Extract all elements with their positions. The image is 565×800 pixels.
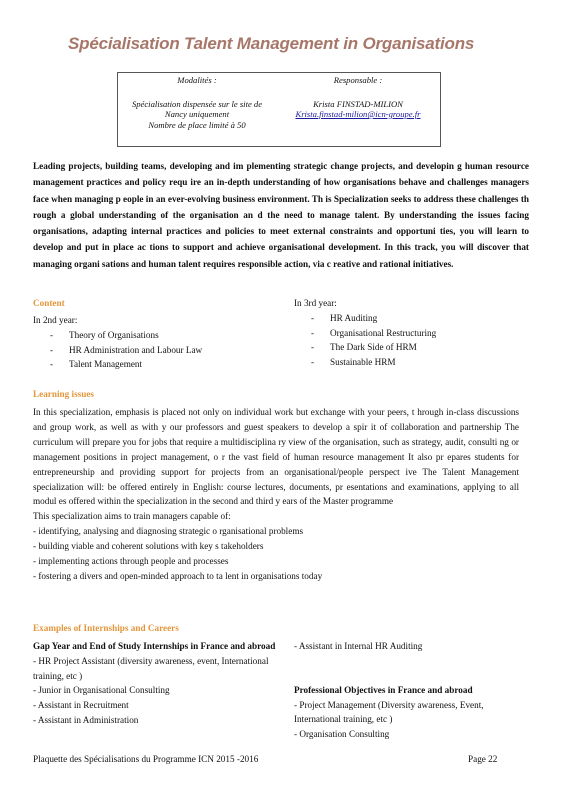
learning-heading: Learning issues bbox=[33, 389, 95, 399]
learning-section bbox=[33, 405, 519, 584]
content-heading: Content bbox=[33, 298, 65, 308]
list-item: - The Dark Side of HRM bbox=[311, 340, 524, 355]
objectives-heading: Professional Objectives in France and abroad bbox=[294, 684, 473, 695]
career-item: - Junior in Organisational Consulting bbox=[33, 685, 170, 696]
list-item: - Talent Management bbox=[50, 357, 273, 372]
career-item: - Project Management (Diversity awareness, Event, International training, etc ) bbox=[294, 699, 484, 725]
list-item: - HR Auditing bbox=[311, 311, 524, 326]
footer-text: Plaquette des Spécialisations du Programme ICN 2015 -2016 bbox=[33, 754, 259, 764]
aim-item: - implementing actions through people and processes bbox=[33, 556, 229, 567]
internships-heading: Gap Year and End of Study Internships in France and abroad bbox=[33, 641, 276, 651]
responsable-email-link[interactable]: Krista.finstad-milion@icn-groupe.fr bbox=[295, 109, 421, 119]
aims-line: This specialization aims to train managers capable of: bbox=[33, 511, 231, 522]
learning-paragraph: In this specialization, emphasis is placed not only on individual work but exchange with your peers, t hrough in-class discussions and group work, as well as with y our professors and guest speakers to develop a spir it of collaboration and partnership The curriculum will prepare you for jobs that require a multidisciplina ry view of the organisation, such as strategy, audit, consulti ng or management positions in project management, o r the vast field of human resource management It also pr epares students for entrepreneurship and providing support for projects from an organisational/people perspect ive The Talent Management specialization will: be offered entirely in English: course lectures, documents, pr esentations and examinations, applying to all modul es offered within the specialization in the second and third y ears of the Master programme bbox=[33, 407, 519, 507]
responsable-name: Krista FINSTAD-MILION bbox=[313, 98, 403, 109]
responsable-header: Responsable : bbox=[333, 75, 383, 85]
page-title: Spécialisation Talent Management in Organisations bbox=[68, 34, 475, 53]
career-item: - HR Project Assistant (diversity awareness, event, International training, etc ) bbox=[33, 655, 269, 681]
aim-item: - identifying, analysing and diagnosing strategic o rganisational problems bbox=[33, 526, 304, 537]
modalites-column bbox=[122, 75, 272, 130]
intro-paragraph: Leading projects, building teams, developing and im plementing strategic change projects, and developin g human resource management practices and policy requ ire an in-depth understanding of how organisations behave and challenges managers face when managing p eople in an ever-evolving business environment. Th is Specialization seeks to address these challenges th rough a global understanding of the organisation an d the need to manage talent. By understanding the issues facing organisations, adapting internal practices and policies to meet external constraints and opportuni ties, you will learn to develop and put in place ac tions to support and achieve organisational development. In this track, you will discover that managing organi sations and human talent requires responsible action, via c reative and rational initiatives. bbox=[33, 161, 529, 269]
aim-item: - fostering a divers and open-minded approach to ta lent in organisations today bbox=[33, 570, 323, 581]
list-item: - HR Administration and Labour Law bbox=[50, 343, 273, 358]
content-year3 bbox=[294, 296, 524, 370]
modalites-line: Spécialisation dispensée sur le site de Nancy uniquement bbox=[131, 98, 263, 119]
career-item: - Assistant in Internal HR Auditing bbox=[294, 641, 423, 651]
aim-item: - building viable and coherent solutions with key s takeholders bbox=[33, 541, 264, 552]
careers-right bbox=[294, 639, 529, 742]
year3-label: In 3rd year: bbox=[294, 298, 337, 308]
info-box bbox=[117, 72, 441, 147]
careers-left bbox=[33, 639, 281, 728]
career-item: - Organisation Consulting bbox=[294, 729, 390, 740]
content-year2 bbox=[33, 313, 273, 372]
career-item: - Assistant in Administration bbox=[33, 714, 139, 725]
year2-list bbox=[50, 328, 273, 372]
year2-label: In 2nd year: bbox=[33, 315, 78, 325]
career-item: - Assistant in Recruitment bbox=[33, 700, 129, 711]
list-item: - Theory of Organisations bbox=[50, 328, 273, 343]
modalites-line: Nombre de place limité à 50 bbox=[148, 119, 246, 130]
careers-heading: Examples of Internships and Careers bbox=[33, 623, 179, 633]
modalites-header: Modalités : bbox=[177, 75, 217, 85]
responsable-column bbox=[278, 75, 438, 120]
year3-list bbox=[311, 311, 524, 370]
list-item: - Sustainable HRM bbox=[311, 355, 524, 370]
page-number: Page 22 bbox=[468, 754, 498, 764]
list-item: - Organisational Restructuring bbox=[311, 326, 524, 341]
